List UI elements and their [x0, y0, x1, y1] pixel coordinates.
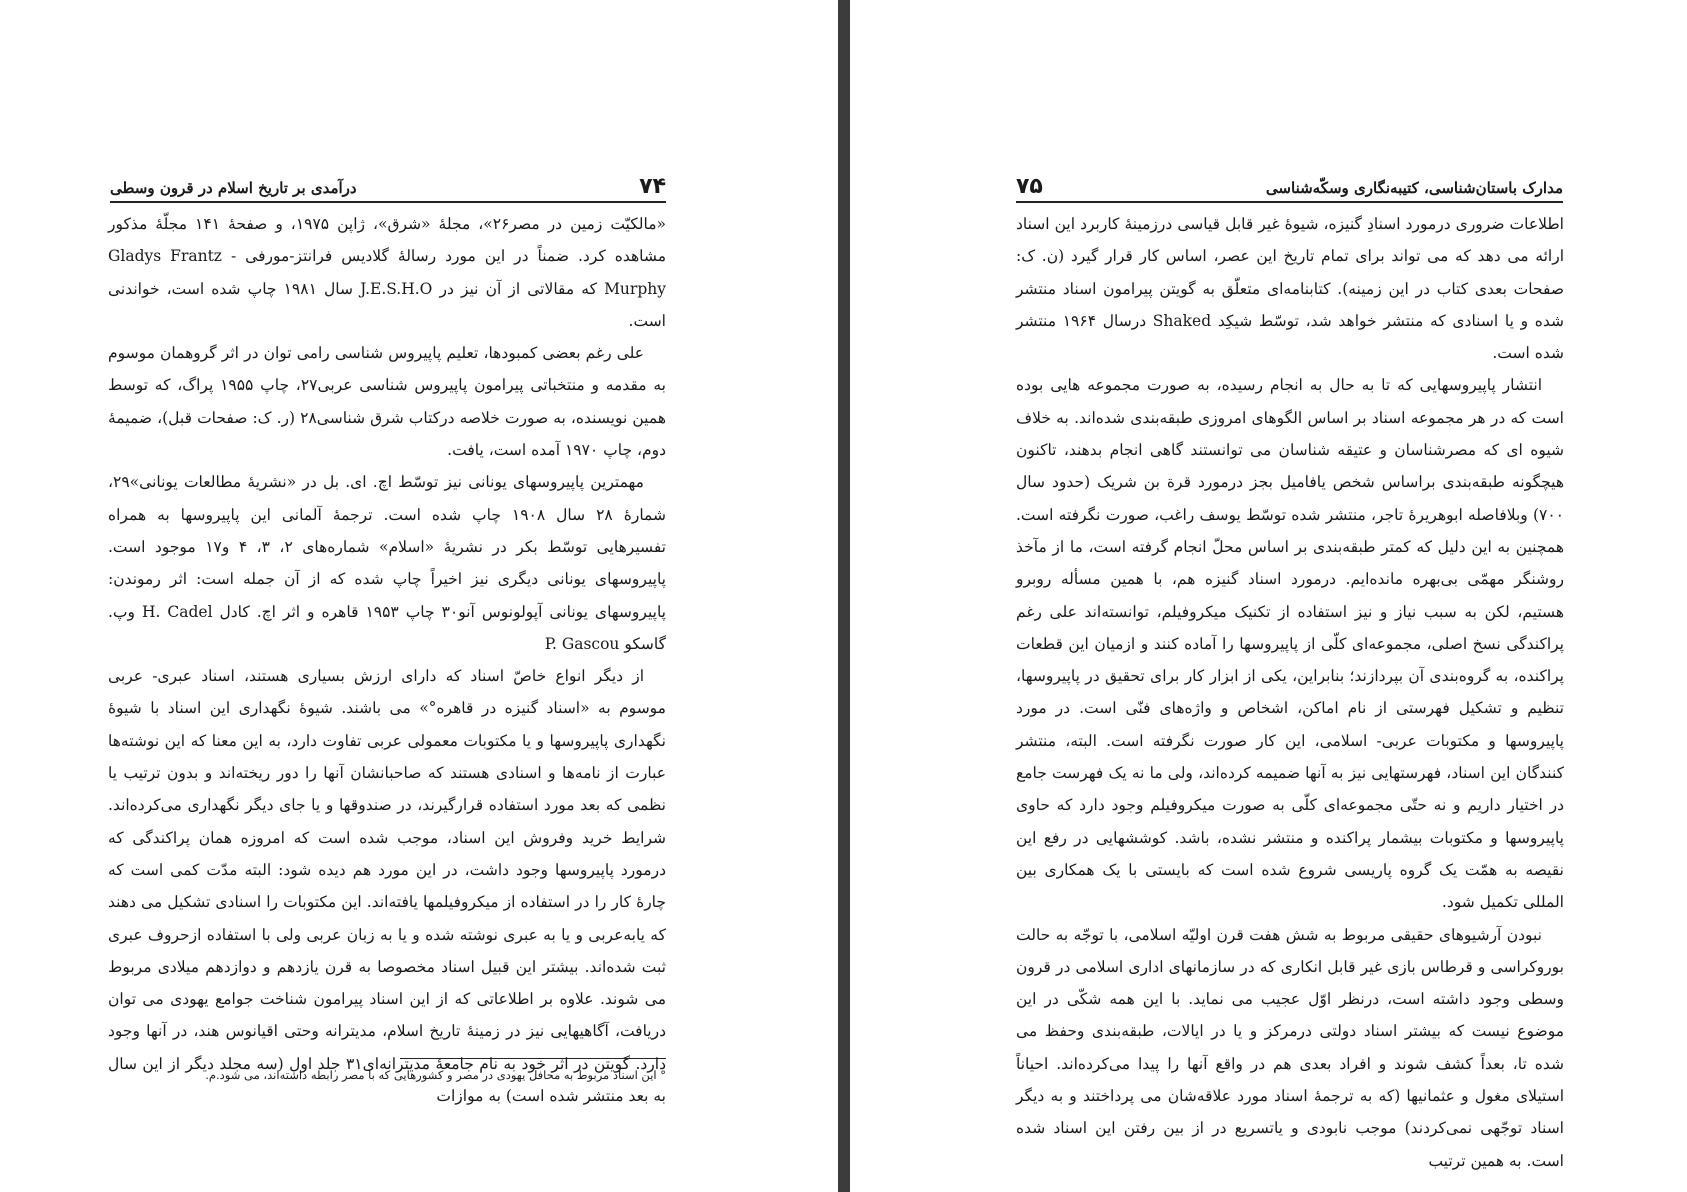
paragraph: انتشار پاپیروسهایی که تا به حال به انجام رسیده، به صورت مجموعه هایی بوده است که در هر مجموعه اسناد بر اساس الگوهای امروزی طبقه‌بندی شده‌اند. به خلاف شیوه ای که مصرشناسان و عتیقه شناسان می توانستند گاهی انجام بدهند، تاکنون هیچگونه طبقه‌بندی براساس شخص یافامیل بجز درمورد قرة بن شریک (حدود سال ۷۰۰) وبلافاصله ابوهریرهٔ تاجر، منتشر شده توسّط یوسف راغب، صورت نگرفته است. همچنین به این دلیل که کمتر طبقه‌بندی بر اساس محلّ انجام گرفته است، ما از مآخذ روشنگر مهمّی بی‌بهره مانده‌ایم. درمورد اسناد گنیزه هم، با همین مسأله روبرو هستیم، لکن به سبب نیاز و نیز استفاده از تکنیک میکروفیلم، توانسته‌اند علی رغم پراکندگی نسخ اصلی، مجموعه‌ای کلّی از پاپیروسها را آماده کنند و ازمیان این قطعات پراکنده، به گروه‌بندی آن بپردازند؛ بنابراین، یکی از ابزار کار برای تحقیق در پاپیروسها، تنظیم و تشکیل فهرستی از نام اماکن، اشخاص و واژه‌های فنّی است. در مورد پاپیروسها و مکتوبات عربی- اسلامی، این کار صورت نگرفته است. البته، منتشر کنندگان این اسناد، فهرستهایی نیز به آنها ضمیمه کرده‌اند، ولی ما نه یک فهرست جامع در اختیار داریم و نه حتّی مجموعه‌ای کلّی به صورت میکروفیلم وجود دارد که حاوی پاپیروسها و مکتوبات بیشمار پراکنده و منتشر نشده، باشد. کوششهایی در رفع این نقیصه به همّت یک گروه پاریسی شروع شده است که بایستی با یک همکاری بین المللی تکمیل شود. — [1016, 376, 1564, 912]
running-title: مدارک باستان‌شناسی، کتیبه‌نگاری وسکّه‌شناسی — [1265, 179, 1563, 197]
left-page-body — [108, 208, 666, 1112]
paragraph: «مالکیّت زمین در مصر۲۶»، مجلهٔ «شرق»، ژاپن ۱۹۷۵، و صفحهٔ ۱۴۱ مجلّهٔ مذکور مشاهده کرد. ضمناً در این مورد رسالهٔ گلادیس فرانتز-مورفی Gladys Frantz - Murphy که مقالاتی از آن نیز در J.E.S.H.O سال ۱۹۸۱ چاپ شده است، خواندنی است. — [108, 215, 667, 330]
paragraph: از دیگر انواع خاصّ اسناد که دارای ارزش بسیاری هستند، اسناد عبری- عربی موسوم به «اسناد گنیزه در قاهره°» می باشند. شیوهٔ نگهداری این اسناد با شیوهٔ نگهداری پاپیروسها و یا مکتوبات معمولی عربی تفاوت دارد، به این معنا که این نوشته‌ها عبارت از نامه‌ها و اسنادی هستند که صاحبانشان آنها را دور ریخته‌اند و بدون ترتیب یا نظمی که بعد مورد استفاده قرارگیرند، در صندوقها و یا جای دیگر نگهداری می‌کرده‌اند. شرایط خرید وفروش این اسناد، موجب شده است که امروزه همان پراکندگی که درمورد پاپیروسها وجود داشت، در این مورد هم دیده شود: البته مدّت کمی است که چارهٔ کار را در استفاده از میکروفیلمها یافته‌اند. این مکتوبات را اسنادی تشکیل می دهند که یابه‌عربی و یا به عبری نوشته شده و یا به زبان عربی ولی با استفاده ازحروف عبری ثبت شده‌اند. بیشتر این قبیل اسناد مخصوصا به قرن یازدهم و دوازدهم میلادی مربوط می شوند. علاوه بر اطلاعاتی که از این اسناد پیرامون شناخت جوامع یهودی می توان دریافت، آگاهیهایی نیز در زمینهٔ تاریخ اسلام، مدیترانه وحتی اقیانوس هند، در آنها وجود دارد. گویتن در اثر خود به نام جامعهٔ مدیترانه‌ای۳۱ جلد اول (سه مجلد دیگر از این سال به بعد منتشر شده است) به موازات — [108, 667, 667, 1106]
paragraph: مهمترین پاپیروسهای یونانی نیز توسّط اچ. ای. بل در «نشریهٔ مطالعات یونانی»۲۹، شمارهٔ ۲۸ سال ۱۹۰۸ چاپ شده است. ترجمهٔ آلمانی این پاپیروسها به همراه تفسیرهایی توسّط بکر در نشریهٔ «اسلام» شماره‌های ۲، ۳، ۴ و۱۷ موجود است. پاپیروسهای یونانی دیگری نیز اخیراً چاپ شده که از آن جمله است: اثر رموندن: پاپیروسهای یونانی آپولونوس آنو۳۰ چاپ ۱۹۵۳ قاهره و اثر اچ. کادل H. Cadel وپ. گاسکو P. Gascou — [108, 473, 666, 653]
left-page — [0, 0, 838, 1192]
page-number: ۷۴ — [639, 174, 666, 199]
footnote: ° این اسناد مربوط به محافل یهودی در مصر و کشورهایی که با مصر رابطه داشته‌اند، می شود.م. — [205, 1068, 666, 1082]
footnote-rule — [400, 1058, 666, 1059]
left-page-header — [110, 175, 666, 203]
book-spine-divider — [838, 0, 850, 1192]
right-page-body — [1016, 208, 1564, 1177]
paragraph: علی رغم بعضی کمبودها، تعلیم پاپیروس شناسی رامی توان در اثر گروهمان موسوم به مقدمه و منتخباتی پیرامون پاپیروس شناسی عربی۲۷، چاپ ۱۹۵۵ پراگ، که توسط همین نویسنده، به صورت خلاصه درکتاب شرق شناسی۲۸ (ر. ک: صفحات قبل)، ضمیمهٔ دوم، چاپ ۱۹۷۰ آمده است، یافت. — [108, 344, 666, 460]
page-number: ۷۵ — [1016, 174, 1043, 199]
right-page-header — [1016, 175, 1563, 203]
paragraph: نبودن آرشیوهای حقیقی مربوط به شش هفت قرن اولیّه اسلامی، با توجّه به حالت بوروکراسی و قرطاس بازی غیر قابل انکاری که در سازمانهای اداری اسلامی در قرون وسطی وجود داشته است، درنظر اوّل عجیب می نماید. با این همه شکّی در این موضوع نیست که بیشتر اسناد دولتی درمرکز و یا در ایالات، طبقه‌بندی وحفظ می شده تا، بعداً کشف شوند و افراد بعدی هم در واقع آنها را پیدا می‌کرده‌اند. احیاناً استیلای مغول و عثمانیها (که به ترجمهٔ اسناد مورد علاقه‌شان می پرداختند و به دیگر اسناد توجّهی نمی‌کردند) موجب نابودی و یاتسریع در از بین رفتن این اسناد شده است. به همین ترتیب — [1016, 925, 1564, 1170]
running-title: درآمدی بر تاریخ اسلام در قرون وسطی — [110, 179, 357, 197]
right-page — [850, 0, 1687, 1192]
paragraph: اطلاعات ضروری درمورد اسنادِ گنیزه، شیوهٔ غیر قابل قیاسی درزمینهٔ کاربرد این اسناد ارائه می دهد که می تواند برای تمام تاریخ این عصر، اساس کار قرار گیرد (ن. ک: صفحات بعدی کتاب در این زمینه). کتابنامه‌ای متعلّق به گویتن پیرامون اسناد منتشر شده و یا اسنادی که منتشر خواهد شد، توسّط شیکِد Shaked درسال ۱۹۶۴ منتشر شده است. — [1016, 215, 1564, 363]
